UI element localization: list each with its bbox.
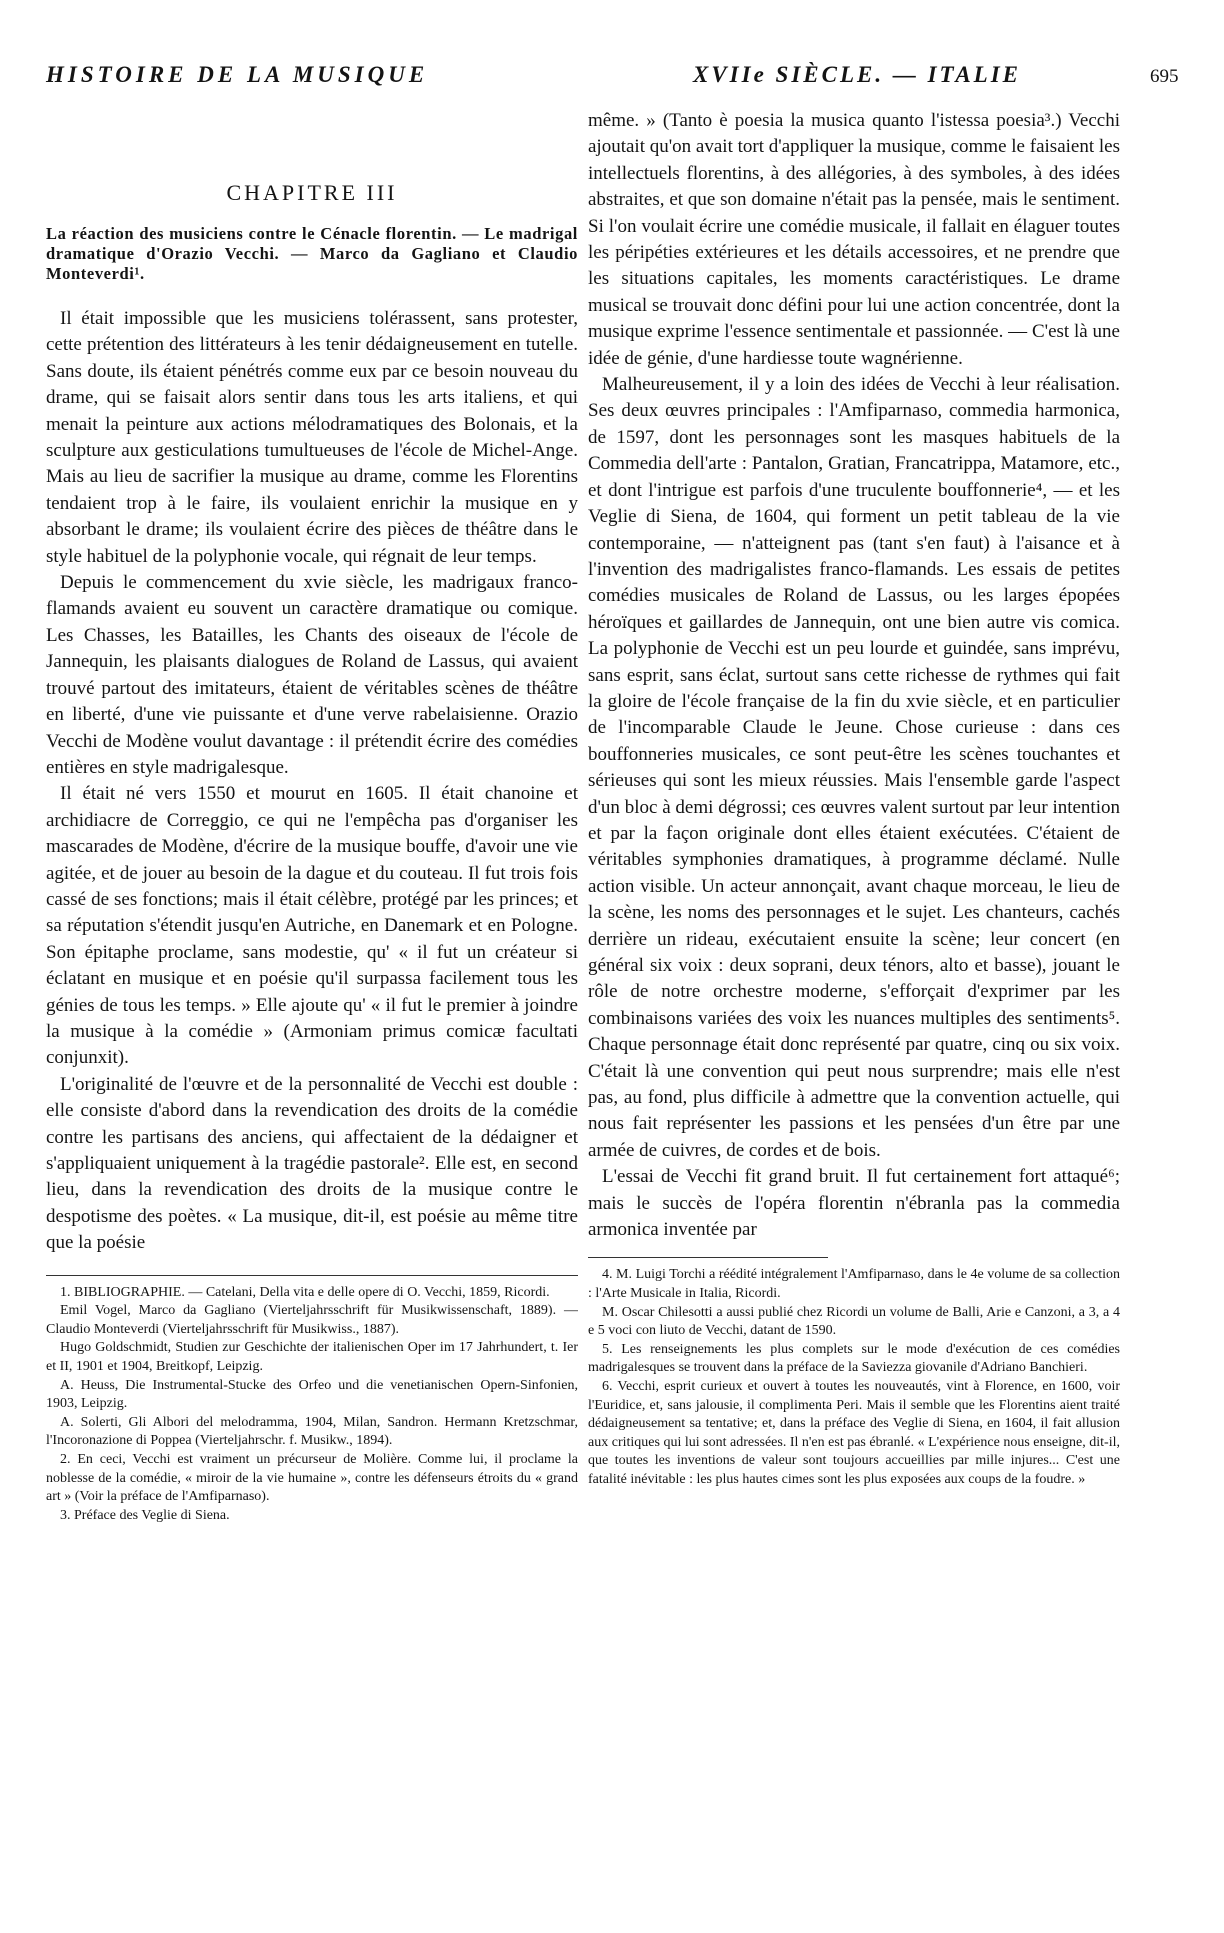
running-head-left: HISTOIRE DE LA MUSIQUE [46,62,429,87]
chapter-title: CHAPITRE III [226,180,398,205]
footnote: Hugo Goldschmidt, Studien zur Geschichte der italienischen Oper im 17 Jahrhundert, t. Ier et II, 1901 et 1904, Breitkopf, Leipzig. [46,1340,578,1374]
left-column [46,108,578,1908]
footnote: 4. M. Luigi Torchi a réédité intégralement l'Amfiparnaso, dans le 4e volume de sa collection : l'Arte Musicale in Italia, Ricordi. [588,1267,1120,1302]
footnote: 1. BIBLIOGRAPHIE. — Catelani, Della vita e delle opere di O. Vecchi, 1859, Ricordi. [60,1284,550,1300]
body-paragraph: Il était né vers 1550 et mourut en 1605. Il était chanoine et archidiacre de Correggio, ce qui ne l'empêcha pas d'organiser les mascarades de Modène, d'écrire de la musique bouffe, d'avoir une vie agitée, et de jouer au besoin de la dague et du couteau. Il fut trois fois cassé de ses fonctions; mais il était célèbre, protégé par les princes; et sa réputation s'étendit jusqu'en Autriche, en Danemark et en Pologne. Son épitaphe proclame, sans modestie, qu' « il fut un créateur si éclatant en musique et en poésie qu'il surpassa facilement tous les génies de tous les temps. » Elle ajoute qu' « il fut le premier à joindre la musique à la comédie » (Armoniam primus comicæ facultati conjunxit). [46,783,578,1069]
footnote-divider [46,1275,578,1276]
footnote: 5. Les renseignements les plus complets sur le mode d'exécution de ces comédies madrigalesques se trouvent dans la préface de la Saviezza giovanile d'Adriano Banchieri. [588,1341,1120,1376]
footnote: Emil Vogel, Marco da Gagliano (Vierteljahrsschrift für Musikwissenschaft, 1889). — Claudio Monteverdi (Vierteljahrsschrift für Musikwiss., 1887). [46,1303,578,1337]
body-paragraph: L'essai de Vecchi fit grand bruit. Il fut certainement fort attaqué⁶; mais le succès de l'opéra florentin n'ébranla pas la commedia armonica inventée par [588,1166,1120,1241]
footnote: 6. Vecchi, esprit curieux et ouvert à toutes les nouveautés, vint à Florence, en 1600, voir l'Euridice, et, sans jalousie, il complimenta Peri. Mais il semble que les Florentins aient traité dédaigneusement sa tentative; et, dans la préface des Veglie di Siena, en 1604, il fait allusion aux critiques qui lui sont adressées. Il n'en est pas ébranlé. « L'expérience nous enseigne, dit-il, que toutes les inventions de valeur sont toujours accueillies par mille injures... C'est une fatalité inévitable : les plus hautes cimes sont les plus exposées aux coups de la foudre. » [588,1379,1120,1487]
body-paragraph: Il était impossible que les musiciens tolérassent, sans protester, cette prétention des littérateurs à les tenir dédaigneusement en tutelle. Sans doute, ils étaient pénétrés comme eux par ce besoin nouveau du drame, qui se faisait alors sentir dans tous les arts italiens, et qui menait la peinture aux actions mélodramatiques des Bolonais, et la sculpture aux gesticulations tumultueuses de l'école de Michel-Ange. Mais au lieu de sacrifier la musique au drame, comme les Florentins tendaient trop à le faire, ils voulaient enrichir la musique en y absorbant le drame; ils voulaient écrire des pièces de théâtre dans le style habituel de la polyphonie vocale, qui régnait de leur temps. [46,308,578,567]
right-column [588,108,1120,1908]
footnote: M. Oscar Chilesotti a aussi publié chez Ricordi un volume de Balli, Arie e Canzoni, a 3, a 4 e 5 voci con liuto de Vecchi, datant de 1590. [588,1304,1120,1339]
footnote: 3. Préface des Veglie di Siena. [60,1507,230,1523]
page-number: 695 [1150,66,1179,87]
body-paragraph: L'originalité de l'œuvre et de la personnalité de Vecchi est double : elle consiste d'abord dans la revendication des droits de la comédie contre les partisans des anciens, qui affectaient de la dédaigner et s'appliquaient uniquement à la tragédie pastorale². Elle est, en second lieu, dans la revendication des droits de la musique contre le despotisme des poètes. « La musique, dit-il, est poésie au même titre que la poésie [46,1073,578,1254]
chapter-summary: La réaction des musiciens contre le Cénacle florentin. — Le madrigal dramatique d'Orazio Vecchi. — Marco da Gagliano et Claudio Monteverdi¹. [46,224,578,283]
footnote: 2. En ceci, Vecchi est vraiment un précurseur de Molière. Comme lui, il proclame la noblesse de la comédie, « miroir de la vie humaine », contre les défenseurs étroits du « grand art » (Voir la préface de l'Amfiparnaso). [46,1451,578,1505]
footnote: A. Heuss, Die Instrumental-Stucke des Orfeo und die venetianischen Opern-Sinfonien, 1903, Leipzig. [46,1377,578,1412]
body-paragraph: Depuis le commencement du xvie siècle, les madrigaux franco-flamands avaient eu souvent un caractère dramatique ou comique. Les Chasses, les Batailles, les Chants des oiseaux de l'école de Jannequin, les plaisants dialogues de Roland de Lassus, qui avaient trouvé partout des imitateurs, étaient de véritables scènes de théâtre en liberté, d'une vie puissante et d'une verve rabelaisienne. Orazio Vecchi de Modène voulut davantage : il prétendit écrire des comédies entières en style madrigalesque. [46,572,578,778]
footnote-divider [588,1257,828,1258]
body-paragraph: même. » (Tanto è poesia la musica quanto l'istessa poesia³.) Vecchi ajoutait qu'on avait tort d'appliquer la musique, comme le faisaient les intellectuels florentins, à des allégories, à des symboles, à des idées abstraites, et que son domaine n'était pas la pensée, mais le sentiment. Si l'on voulait écrire une comédie musicale, il fallait en élaguer toutes les péripéties extérieures et les détails accessoires, et ne prendre que les situations capitales, les moments caractéristiques. Le drame musical se trouvait donc défini pour lui une action concentrée, dont la musique exprime l'essence sentimentale et passionnée. — C'est là une idée de génie, d'une hardiesse toute wagnérienne. [588,110,1120,369]
footnote: A. Solerti, Gli Albori del melodramma, 1904, Milan, Sandron. Hermann Kretzschmar, l'Incoronazione di Poppea (Vierteljahrschr. f. Musikw., 1894). [46,1414,578,1449]
body-paragraph: Malheureusement, il y a loin des idées de Vecchi à leur réalisation. Ses deux œuvres principales : l'Amfiparnaso, commedia harmonica, de 1597, dont les personnages sont les masques habituels de la Commedia dell'arte : Pantalon, Gratian, Francatrippa, Matamore, etc., et dont l'intrigue est parfois d'une truculente bouffonnerie⁴, — et les Veglie di Siena, de 1604, qui forment un petit tableau de la vie contemporaine, — n'atteignent pas (tant s'en faut) à l'aisance et à l'invention des madrigalistes franco-flamands. Les essais de petites comédies musicales de Roland de Lassus, ou les larges épopées héroïques et gaillardes de Jannequin, ont une bien autre vis comica. La polyphonie de Vecchi est un peu lourde et guindée, sans imprévu, sans esprit, sans éclat, surtout sans cette richesse de rythmes qui fait la gloire de l'école française de la fin du xvie siècle, et en particulier de l'incomparable Claude le Jeune. Chose curieuse : dans ces bouffonneries musicales, ce sont peut-être les scènes touchantes et sérieuses qui sont les mieux réussies. Mais l'ensemble garde l'aspect d'un bloc à demi dégrossi; ces œuvres valent surtout par leur intention et par la façon originale dont elles étaient exécutées. C'étaient de véritables symphonies dramatiques, à programme déclamé. Nulle action visible. Un acteur annonçait, avant chaque morceau, le lieu de la scène, les noms des personnages et le sujet. Les chanteurs, cachés derrière un rideau, exécutaient ensuite la scène; leur concert (en général six voix : deux soprani, deux ténors, alto et basse), jouant le rôle de notre orchestre moderne, s'efforçait d'exprimer par les combinaisons variées des voix les nuances multiples des sentiments⁵. Chaque personnage était donc représenté par quatre, cinq ou six voix. C'était là une convention qui peut nous surprendre; mais elle n'est pas, au fond, plus difficile à admettre que la convention actuelle, qui nous fait représenter les passions et les pensées d'un être par une armée de cuivres, de cordes et de bois. [588,374,1120,1161]
running-head-right: XVIIe SIÈCLE. — ITALIE [693,62,1022,87]
